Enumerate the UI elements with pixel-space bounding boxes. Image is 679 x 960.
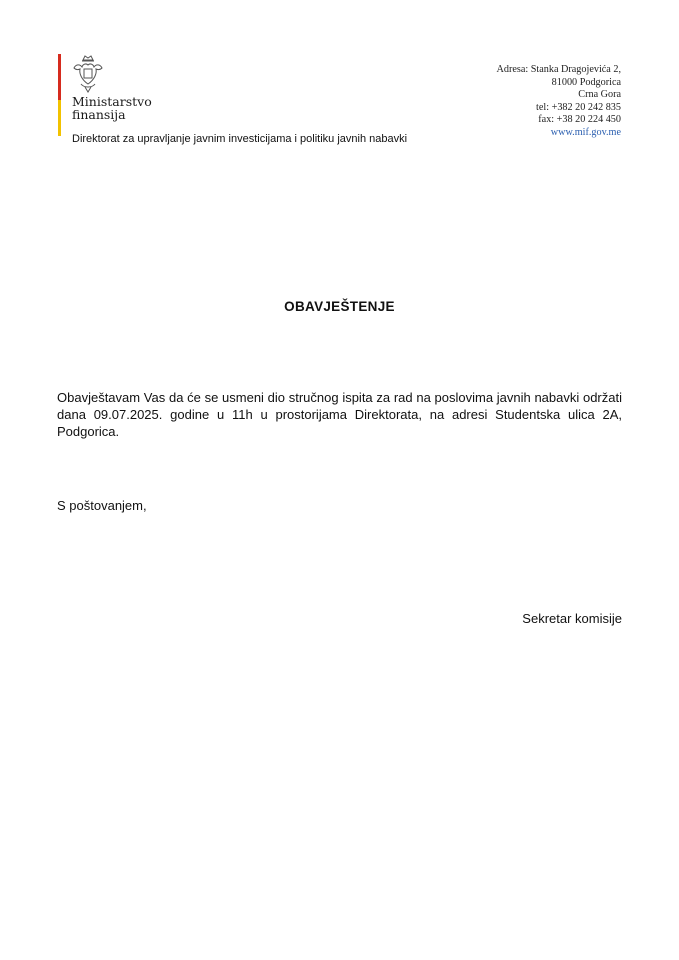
ministry-name-line2: finansija xyxy=(72,107,126,122)
document-title: OBAVJEŠTENJE xyxy=(284,299,395,314)
address-tel: tel: +382 20 242 835 xyxy=(536,101,621,113)
ministry-name xyxy=(72,95,152,121)
address-city: 81000 Podgorica xyxy=(551,76,621,88)
signature-title: Sekretar komisije xyxy=(522,611,622,626)
address-block xyxy=(497,64,621,140)
closing-greeting: S poštovanjem, xyxy=(57,498,147,513)
body-paragraph: Obavještavam Vas da će se usmeni dio stručnog ispita za rad na poslovima javnih nabavki održati dana 09.07.2025. godine u 11h u prostorijama Direktorata, na adresi Studentska ulica 2A, Podgorica. xyxy=(57,390,622,439)
address-website-link[interactable]: www.mif.gov.me xyxy=(550,126,621,138)
ministry-name-line1: Ministarstvo xyxy=(72,94,152,109)
address-street: Adresa: Stanka Dragojevića 2, xyxy=(496,64,621,75)
coat-of-arms-icon xyxy=(70,54,106,94)
address-fax: fax: +38 20 224 450 xyxy=(538,114,621,126)
address-country: Crna Gora xyxy=(578,89,621,101)
directorate-name: Direktorat za upravljanje javnim investicijama i politiku javnih nabavki xyxy=(72,133,408,145)
flag-stripe xyxy=(58,54,61,136)
